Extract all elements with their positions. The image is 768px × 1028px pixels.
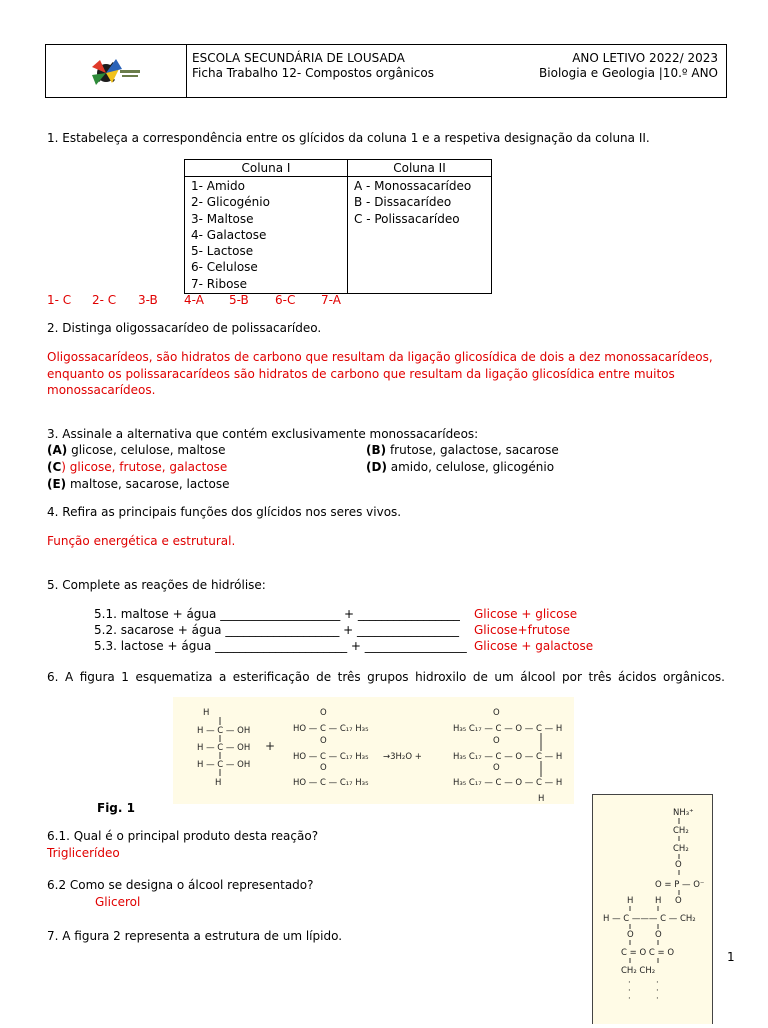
- svg-text:·: ·: [656, 994, 659, 1004]
- svg-text:O: O: [493, 736, 500, 746]
- svg-text:H₃₅ C₁₇ — C — O — C — H: H₃₅ C₁₇ — C — O — C — H: [453, 752, 563, 762]
- col1-item: 6- Celulose: [191, 260, 258, 275]
- q4-question: 4. Refira as principais funções dos glícidos nos seres vivos.: [47, 505, 402, 519]
- col2-item: A - Monossacarídeo: [354, 179, 472, 193]
- q2-answer-line: enquanto os polissaracarídeos são hidratos de carbono que resultam da ligação glicosídica entre muitos: [47, 366, 675, 381]
- q1-answer: 6-C: [275, 293, 296, 307]
- col1-item: 1- Amido: [191, 179, 245, 193]
- q1-answer: 2- C: [92, 293, 117, 307]
- col2-item: B - Dissacarídeo: [354, 195, 452, 210]
- svg-text:O: O: [675, 860, 682, 870]
- q2-answer-line: Oligossacarídeos, são hidratos de carbono que resultam da ligação glicosídica de dois a dez monossacarídeos,: [47, 350, 713, 364]
- q5-line-3: 5.3. lactose + água ______________________ + _________________: [94, 639, 467, 653]
- svg-text:O: O: [627, 930, 634, 940]
- q6-2-question: 6.2 Como se designa o álcool representado?: [47, 878, 314, 892]
- svg-text:O: O: [320, 763, 327, 773]
- svg-text:→3H₂O +: →3H₂O +: [383, 752, 422, 762]
- q5-question: 5. Complete as reações de hidrólise:: [47, 578, 266, 592]
- svg-text:·: ·: [656, 986, 659, 996]
- phospholipid-diagram: [593, 795, 712, 1025]
- col2-item: C - Polissacarídeo: [354, 211, 460, 226]
- svg-text:CH₂ CH₂: CH₂ CH₂: [621, 966, 656, 976]
- svg-text:H: H: [215, 778, 222, 788]
- svg-text:O: O: [655, 930, 662, 940]
- svg-text:C = O C = O: C = O C = O: [621, 948, 675, 958]
- q5-answer-2: Glicose+frutose: [474, 623, 571, 637]
- q6-2-answer: Glicerol: [95, 895, 141, 909]
- svg-text:H₃₅ C₁₇ — C — O — C — H: H₃₅ C₁₇ — C — O — C — H: [453, 778, 563, 788]
- svg-text:H — C — OH: H — C — OH: [197, 760, 251, 770]
- q2-question: 2. Distinga oligossacarídeo de polissacarídeo.: [47, 321, 322, 335]
- q5-answer-1: Glicose + glicose: [474, 607, 578, 621]
- col1-cell: [185, 177, 348, 294]
- svg-text:·: ·: [656, 978, 659, 988]
- figure-1-esterification: [173, 697, 574, 804]
- figure-1-label: Fig. 1: [97, 801, 135, 815]
- svg-text:H: H: [538, 794, 545, 804]
- q5-answer-3: Glicose + galactose: [474, 639, 594, 653]
- q5-line-1: 5.1. maltose + água ____________________ + _________________: [94, 607, 460, 621]
- svg-text:·: ·: [628, 986, 631, 996]
- q5-line-2: 5.2. sacarose + água ___________________ + _________________: [94, 623, 460, 637]
- svg-text:O: O: [320, 708, 327, 718]
- q1-answer: 7-A: [321, 293, 341, 307]
- q6-question: 6. A figura 1 esquematiza a esterificação de três grupos hidroxilo de um álcool por três ácidos orgânicos.: [47, 670, 725, 684]
- col2-header: Coluna II: [348, 160, 492, 177]
- col1-item: 3- Maltose: [191, 211, 254, 226]
- col1-header: Coluna I: [185, 160, 348, 177]
- q2-answer-line: monossacarídeos.: [47, 383, 156, 397]
- svg-text:CH₂: CH₂: [673, 844, 689, 854]
- svg-text:H₃₅ C₁₇ — C — O — C — H: H₃₅ C₁₇ — C — O — C — H: [453, 724, 563, 734]
- q1-answers: [47, 293, 367, 309]
- svg-text:+: +: [265, 739, 276, 753]
- header-school-info: [192, 51, 434, 81]
- q3-question: 3. Assinale a alternativa que contém exclusivamente monossacarídeos:: [47, 427, 479, 441]
- svg-text:HO — C — C₁₇ H₃₅: HO — C — C₁₇ H₃₅: [293, 752, 369, 762]
- svg-text:O: O: [493, 763, 500, 773]
- q3-option-a: (A) glicose, celulose, maltose: [47, 443, 226, 457]
- col1-item: 5- Lactose: [191, 244, 254, 259]
- q6-1-question: 6.1. Qual é o principal produto desta reação?: [47, 829, 319, 843]
- col1-item: 7- Ribose: [191, 276, 248, 291]
- svg-text:O: O: [675, 896, 682, 906]
- q1-answer: 5-B: [229, 293, 249, 307]
- svg-text:O: O: [320, 736, 327, 746]
- col1-item: 4- Galactose: [191, 227, 267, 242]
- svg-text:·: ·: [628, 978, 631, 988]
- svg-text:H — C ——— C — CH₂: H — C ——— C — CH₂: [603, 914, 696, 924]
- svg-text:O: O: [493, 708, 500, 718]
- correspondence-table: [184, 159, 492, 294]
- svg-text:H — C — OH: H — C — OH: [197, 726, 251, 736]
- col2-cell: [348, 177, 492, 294]
- q3-option-c: (C) glicose, frutose, galactose: [47, 460, 228, 474]
- school-name: ESCOLA SECUNDÁRIA DE LOUSADA: [192, 51, 405, 65]
- svg-text:H: H: [627, 896, 634, 906]
- logo-cell: [46, 45, 187, 97]
- svg-text:HO — C — C₁₇ H₃₅: HO — C — C₁₇ H₃₅: [293, 778, 369, 788]
- svg-text:HO — C — C₁₇ H₃₅: HO — C — C₁₇ H₃₅: [293, 724, 369, 734]
- page-number: 1: [727, 950, 735, 964]
- figure-2-phospholipid: [592, 794, 713, 1024]
- svg-text:O = P — O⁻: O = P — O⁻: [655, 880, 705, 890]
- q2-answer: [47, 349, 713, 399]
- q7-question: 7. A figura 2 representa a estrutura de um lípido.: [47, 929, 343, 943]
- q1-answer: 1- C: [47, 293, 72, 307]
- worksheet-title: Ficha Trabalho 12- Compostos orgânicos: [192, 66, 434, 80]
- header-box: [45, 44, 727, 98]
- svg-text:·: ·: [628, 994, 631, 1004]
- q1-question: 1. Estabeleça a correspondência entre os glícidos da coluna 1 e a respetiva designação da coluna II.: [47, 131, 650, 145]
- col1-item: 2- Glicogénio: [191, 195, 270, 210]
- subject-grade: Biologia e Geologia |10.º ANO: [539, 66, 718, 80]
- svg-text:H — C — OH: H — C — OH: [197, 743, 251, 753]
- q3-option-b: (B) frutose, galactose, sacarose: [366, 443, 559, 457]
- q1-answer: 3-B: [138, 293, 158, 307]
- svg-text:NH₃⁺: NH₃⁺: [673, 808, 694, 818]
- school-logo: [46, 45, 186, 97]
- q3-option-e: (E) maltose, sacarose, lactose: [47, 477, 230, 491]
- q3-option-d: (D) amido, celulose, glicogénio: [366, 460, 555, 474]
- school-year: ANO LETIVO 2022/ 2023: [572, 51, 718, 65]
- esterification-diagram: [173, 697, 574, 804]
- q6-1-answer: Triglicerídeo: [47, 846, 120, 860]
- svg-text:H: H: [203, 708, 210, 718]
- header-year-info: [539, 51, 718, 81]
- svg-text:CH₂: CH₂: [673, 826, 689, 836]
- svg-text:H: H: [655, 896, 662, 906]
- q4-answer: Função energética e estrutural.: [47, 534, 236, 548]
- q1-answer: 4-A: [184, 293, 204, 307]
